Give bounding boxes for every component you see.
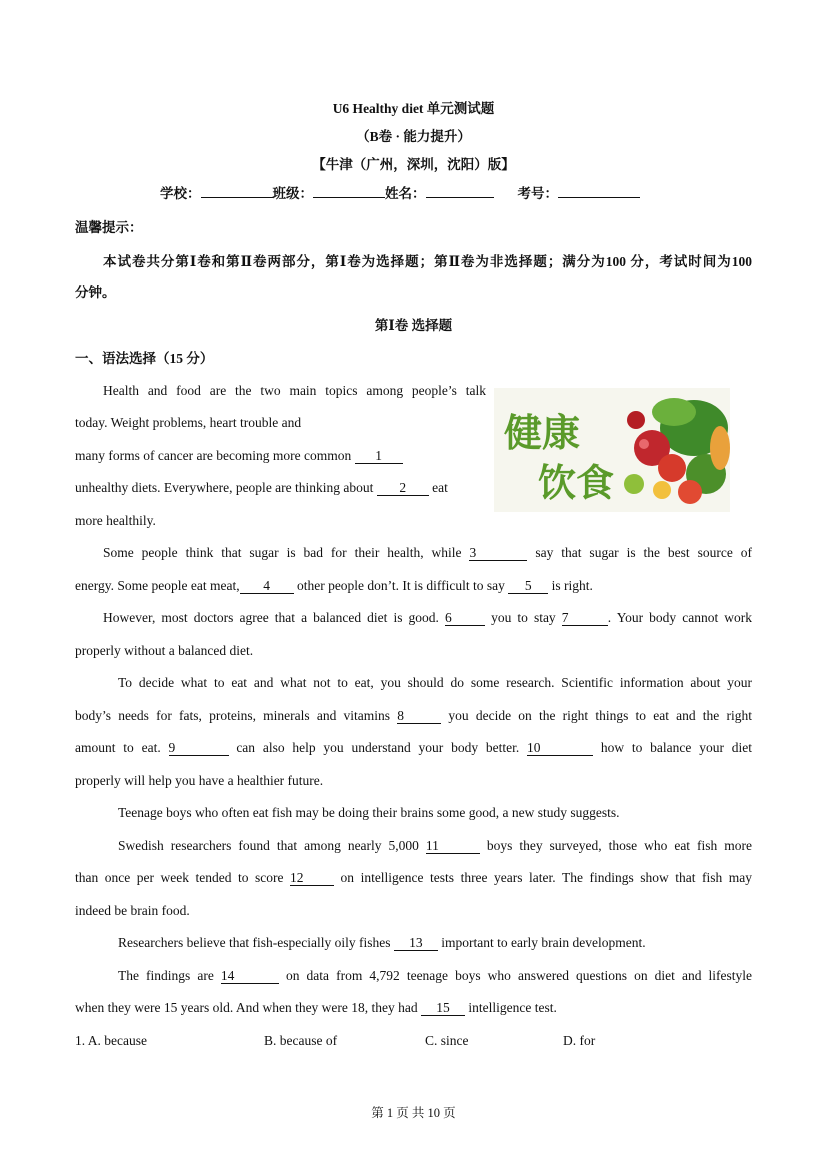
p7-line-1 xyxy=(118,934,646,952)
p6-line-1-text-a: Swedish researchers found that among nearly 5,000 xyxy=(118,838,426,853)
blank-9[interactable]: 9 xyxy=(169,740,229,756)
tips-heading: 温馨提示： xyxy=(75,220,143,235)
p2-line-2 xyxy=(75,577,593,595)
blank-14[interactable]: 14 xyxy=(221,968,279,984)
p8-line-1-text-a: The findings are xyxy=(118,968,221,983)
doc-subtitle: （B卷 · 能力提升） xyxy=(356,129,471,144)
blank-12[interactable]: 12 xyxy=(290,870,334,886)
p4-line-1: To decide what to eat and what not to eat, you should do some research. Scientific information about your xyxy=(118,675,752,690)
p2-line-1-text-a: Some people think that sugar is bad for their health, while xyxy=(103,545,470,560)
class-label: 班级： xyxy=(272,186,313,201)
number-label: 考号： xyxy=(517,186,558,201)
blank-6[interactable]: 6 xyxy=(445,610,485,626)
blank-10[interactable]: 10 xyxy=(527,740,593,756)
p6-line-1 xyxy=(118,837,752,855)
section1-title: 一、语法选择（15 分） xyxy=(75,351,214,366)
p4-line-2 xyxy=(75,707,752,725)
healthy-food-image xyxy=(494,388,730,512)
p6-line-2 xyxy=(75,869,752,887)
doc-title: U6 Healthy diet 单元测试题 xyxy=(332,101,495,116)
blank-3[interactable]: 3 xyxy=(469,545,527,561)
tips-line-2: 分钟。 xyxy=(75,285,116,300)
school-label: 学校： xyxy=(160,186,201,201)
part1-title: 第Ⅰ卷 选择题 xyxy=(374,318,453,333)
p1-line-3 xyxy=(75,447,403,465)
p4-line-2-text-a: body’s needs for fats, proteins, minerals and vitamins xyxy=(75,708,398,723)
p2-line-2-text-b: other people don’t. It is difficult to say xyxy=(293,578,509,593)
q1-option-b[interactable]: B. because of xyxy=(264,1033,338,1048)
p8-line-2 xyxy=(75,999,557,1017)
p7-line-1-text-a: Researchers believe that fish-especially oily fishes xyxy=(118,935,394,950)
p2-line-1 xyxy=(103,544,752,562)
p4-line-3-text-c: how to balance your diet xyxy=(593,740,752,755)
blank-1[interactable]: 1 xyxy=(355,448,403,464)
p6-line-1-text-b: boys they surveyed, those who eat fish more xyxy=(479,838,752,853)
image-text-1: 健康 xyxy=(504,411,581,455)
p8-line-2-text-a: when they were 15 years old. And when they were 18, they had xyxy=(75,1000,422,1015)
p3-line-1-text-a: However, most doctors agree that a balanced diet is good. xyxy=(103,610,445,625)
p3-line-1 xyxy=(103,609,752,627)
blank-13[interactable]: 13 xyxy=(394,935,438,951)
p1-line-5: more healthily. xyxy=(75,513,156,528)
name-label: 姓名： xyxy=(385,186,426,201)
p6-line-2-text-b: on intelligence tests three years later. The findings show that fish may xyxy=(334,870,752,885)
class-blank[interactable] xyxy=(313,197,385,198)
p4-line-4: properly will help you have a healthier future. xyxy=(75,773,324,788)
p4-line-2-text-b: you decide on the right things to eat and the right xyxy=(441,708,752,723)
blank-4[interactable]: 4 xyxy=(240,578,294,594)
p1-line-4-text-b: eat xyxy=(428,480,448,495)
p5-line-1: Teenage boys who often eat fish may be doing their brains some good, a new study suggests. xyxy=(118,805,620,820)
blank-15[interactable]: 15 xyxy=(421,1000,465,1016)
p2-line-2-text-a: energy. Some people eat meat, xyxy=(75,578,240,593)
school-blank[interactable] xyxy=(201,197,273,198)
p1-line-2: today. Weight problems, heart trouble and xyxy=(75,415,302,430)
p1-line-1: Health and food are the two main topics among people’s talk xyxy=(103,383,486,398)
p1-line-3-text: many forms of cancer are becoming more common xyxy=(75,448,355,463)
p6-line-3: indeed be brain food. xyxy=(75,903,190,918)
blank-11[interactable]: 11 xyxy=(426,838,480,854)
p3-line-2: properly without a balanced diet. xyxy=(75,643,254,658)
tips-line-1: 本试卷共分第Ⅰ卷和第Ⅱ卷两部分，第Ⅰ卷为选择题；第Ⅱ卷为非选择题；满分为100 分，考试时间为100 xyxy=(103,254,752,269)
p4-line-3-text-b: can also help you understand your body better. xyxy=(228,740,528,755)
p8-line-1 xyxy=(118,967,752,985)
p1-line-4-text-a: unhealthy diets. Everywhere, people are thinking about xyxy=(75,480,377,495)
blank-5[interactable]: 5 xyxy=(508,578,548,594)
p8-line-1-text-b: on data from 4,792 teenage boys who answered questions on diet and lifestyle xyxy=(278,968,752,983)
blank-2[interactable]: 2 xyxy=(377,480,429,496)
p4-line-3-text-a: amount to eat. xyxy=(75,740,169,755)
p8-line-2-text-b: intelligence test. xyxy=(465,1000,557,1015)
p6-line-2-text-a: than once per week tended to score xyxy=(75,870,291,885)
number-blank[interactable] xyxy=(558,197,640,198)
p3-line-1-text-c: . Your body cannot work xyxy=(607,610,753,625)
p2-line-1-text-b: say that sugar is the best source of xyxy=(527,545,753,560)
p4-line-3 xyxy=(75,739,752,757)
page-footer: 第 1 页 共 10 页 xyxy=(371,1106,456,1120)
q1-option-d[interactable]: D. for xyxy=(563,1033,596,1048)
p1-line-4 xyxy=(75,479,448,497)
p7-line-1-text-b: important to early brain development. xyxy=(437,935,646,950)
name-blank[interactable] xyxy=(426,197,494,198)
blank-7[interactable]: 7 xyxy=(562,610,608,626)
p3-line-1-text-b: you to stay xyxy=(485,610,562,625)
q1-option-a[interactable]: 1. A. because xyxy=(75,1033,147,1048)
image-text-2: 饮食 xyxy=(538,461,615,505)
p2-line-2-text-c: is right. xyxy=(548,578,593,593)
doc-edition: 【牛津（广州，深圳，沈阳）版】 xyxy=(312,157,515,172)
blank-8[interactable]: 8 xyxy=(397,708,441,724)
info-fields xyxy=(160,185,640,203)
q1-option-c[interactable]: C. since xyxy=(425,1033,469,1048)
